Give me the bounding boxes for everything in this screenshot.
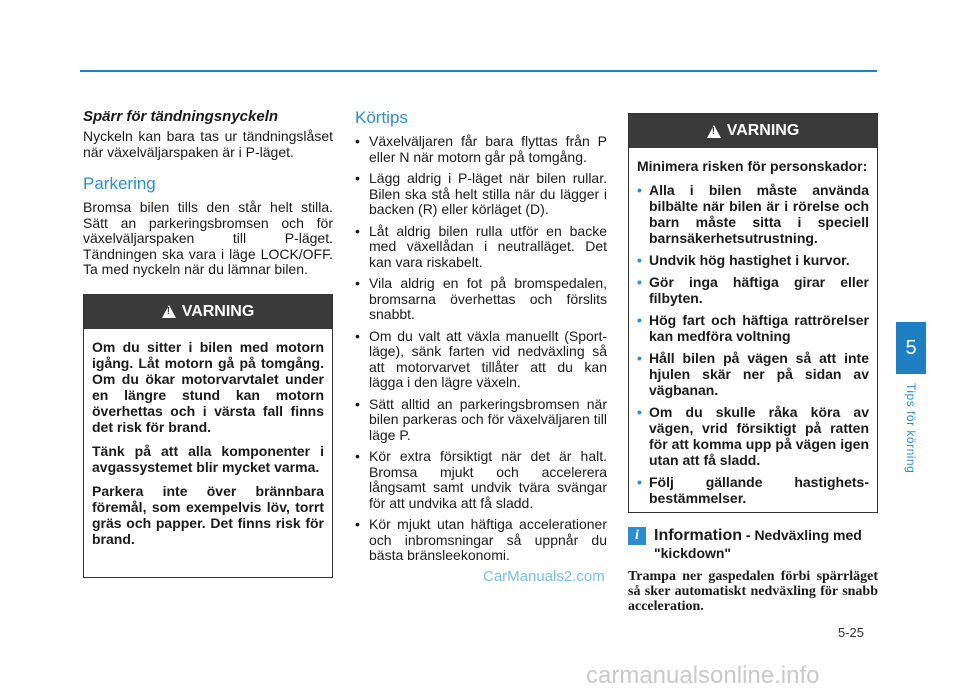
- right-warning-list: [637, 182, 869, 506]
- list-item: • Sätt alltid an parkeringsbromsen när bilen parkeras och för växelväljaren till läge P.: [355, 395, 607, 443]
- list-item: • Undvik hög hastighet i kurvor.: [637, 252, 850, 268]
- list-item: • Håll bilen på vägen så att inte hjulen skär ner på sidan av vägbanan.: [637, 350, 869, 398]
- info-block: [628, 527, 878, 563]
- left-column: [83, 108, 333, 578]
- info-text: Trampa ner gaspedalen förbi spärrläget så sker automatiskt nedväxling för snabb acceleration.: [628, 569, 878, 614]
- list-item: • Hög fart och häftiga rattrörelser kan medföra voltning: [637, 312, 869, 344]
- info-icon: i: [628, 527, 646, 545]
- right-warning-header: [629, 114, 877, 148]
- watermark-footer: carmanualsonline.info: [586, 662, 820, 689]
- driving-tips-title: Körtips: [355, 108, 408, 127]
- top-rule: [80, 70, 877, 72]
- left-warning-para-2: Tänk på att alla komponenter i avgassystemet blir mycket varma.: [92, 442, 324, 475]
- list-item: • Följ gällande hastighets-bestämmelser.: [637, 474, 869, 506]
- middle-column: [355, 108, 607, 570]
- info-title: Information: [654, 527, 742, 544]
- right-warning-box: [628, 113, 878, 513]
- left-warning-label: VARNING: [181, 302, 255, 320]
- left-warning-box: [83, 294, 333, 578]
- right-warning-label: VARNING: [726, 122, 800, 139]
- list-item: • Alla i bilen måste använda bilbälte när bilen är i rörelse och barn måste sitta i speciell barnsäkerhetsutrustning.: [637, 182, 869, 246]
- chapter-tab: 5: [896, 322, 926, 374]
- right-warning-body: [629, 148, 877, 522]
- parking-text: Bromsa bilen tills den står helt stilla. Sätt an parkeringsbromsen och för växelväljarspaken till P-läget. Tändningen ska vara i läge LOCK/OFF. Ta med nyckeln när du lämnar bilen.: [83, 199, 333, 277]
- page-number: 5-25: [838, 625, 865, 640]
- info-subtitle: - Nedväxling med "kickdown": [654, 527, 862, 561]
- right-column: [628, 113, 878, 614]
- list-item: • Kör mjukt utan häftiga accelerationer och inbromsningar så uppnår du bästa bränsleekonomi.: [355, 516, 607, 563]
- warning-triangle-icon: [707, 125, 721, 138]
- left-warning-para-1: Om du sitter i bilen med motorn igång. Låt motorn gå på tomgång. Om du ökar motorvarvtalet under en längre stund kan motorn överhettas och i värsta fall finns det risk för brand.: [92, 338, 324, 435]
- left-warning-para-3: Parkera inte över brännbara föremål, som exempelvis löv, torrt gräs och papper. Det finns risk för brand.: [92, 482, 324, 547]
- list-item: • Växelväljaren får bara flyttas från P eller N när motorn går på tomgång.: [355, 133, 607, 165]
- list-item: • Lägg aldrig i P-läget när bilen rullar. Bilen ska stå helt stilla när du lägger i backen (R) eller körläget (D).: [355, 170, 607, 217]
- left-warning-header: [84, 295, 332, 329]
- warning-triangle-icon: [162, 305, 176, 318]
- right-warning-intro: Minimera risken för personskador:: [637, 158, 868, 174]
- list-item: • Kör extra försiktigt när det är halt. Bromsa mjukt och accelerera långsamt samt undvik tvära svängar för att undvika att få sladd.: [355, 448, 607, 511]
- driving-tips-list: [355, 134, 607, 564]
- chapter-label: Tips för körning: [904, 383, 918, 474]
- left-warning-body: [84, 329, 332, 565]
- list-item: • Vila aldrig en fot på bromspedalen, bromsarna överhettas och förslits snabbt.: [355, 275, 607, 322]
- key-lock-title: Spärr för tändningsnyckeln: [83, 108, 279, 125]
- parking-title: Parkering: [83, 174, 156, 193]
- key-lock-text: Nyckeln kan bara tas ur tändningslåset när växelväljarspaken är i P-läget.: [83, 128, 333, 160]
- list-item: • Om du valt att växla manuellt (Sport-läge), sänk farten vid nedväxling så att motorvarvet tillåter att du kan lägga i den lägre växeln.: [355, 327, 607, 390]
- list-item: • Om du skulle råka köra av vägen, vrid försiktigt på ratten för att komma upp på vägen igen utan att få sladd.: [637, 404, 869, 468]
- list-item: • Låt aldrig bilen rulla utför en backe med växellådan i neutralläget. Det kan vara riskabelt.: [355, 222, 607, 270]
- list-item: • Gör inga häftiga girar eller filbyten.: [637, 274, 869, 306]
- watermark-inline: CarManuals2.com: [483, 568, 605, 585]
